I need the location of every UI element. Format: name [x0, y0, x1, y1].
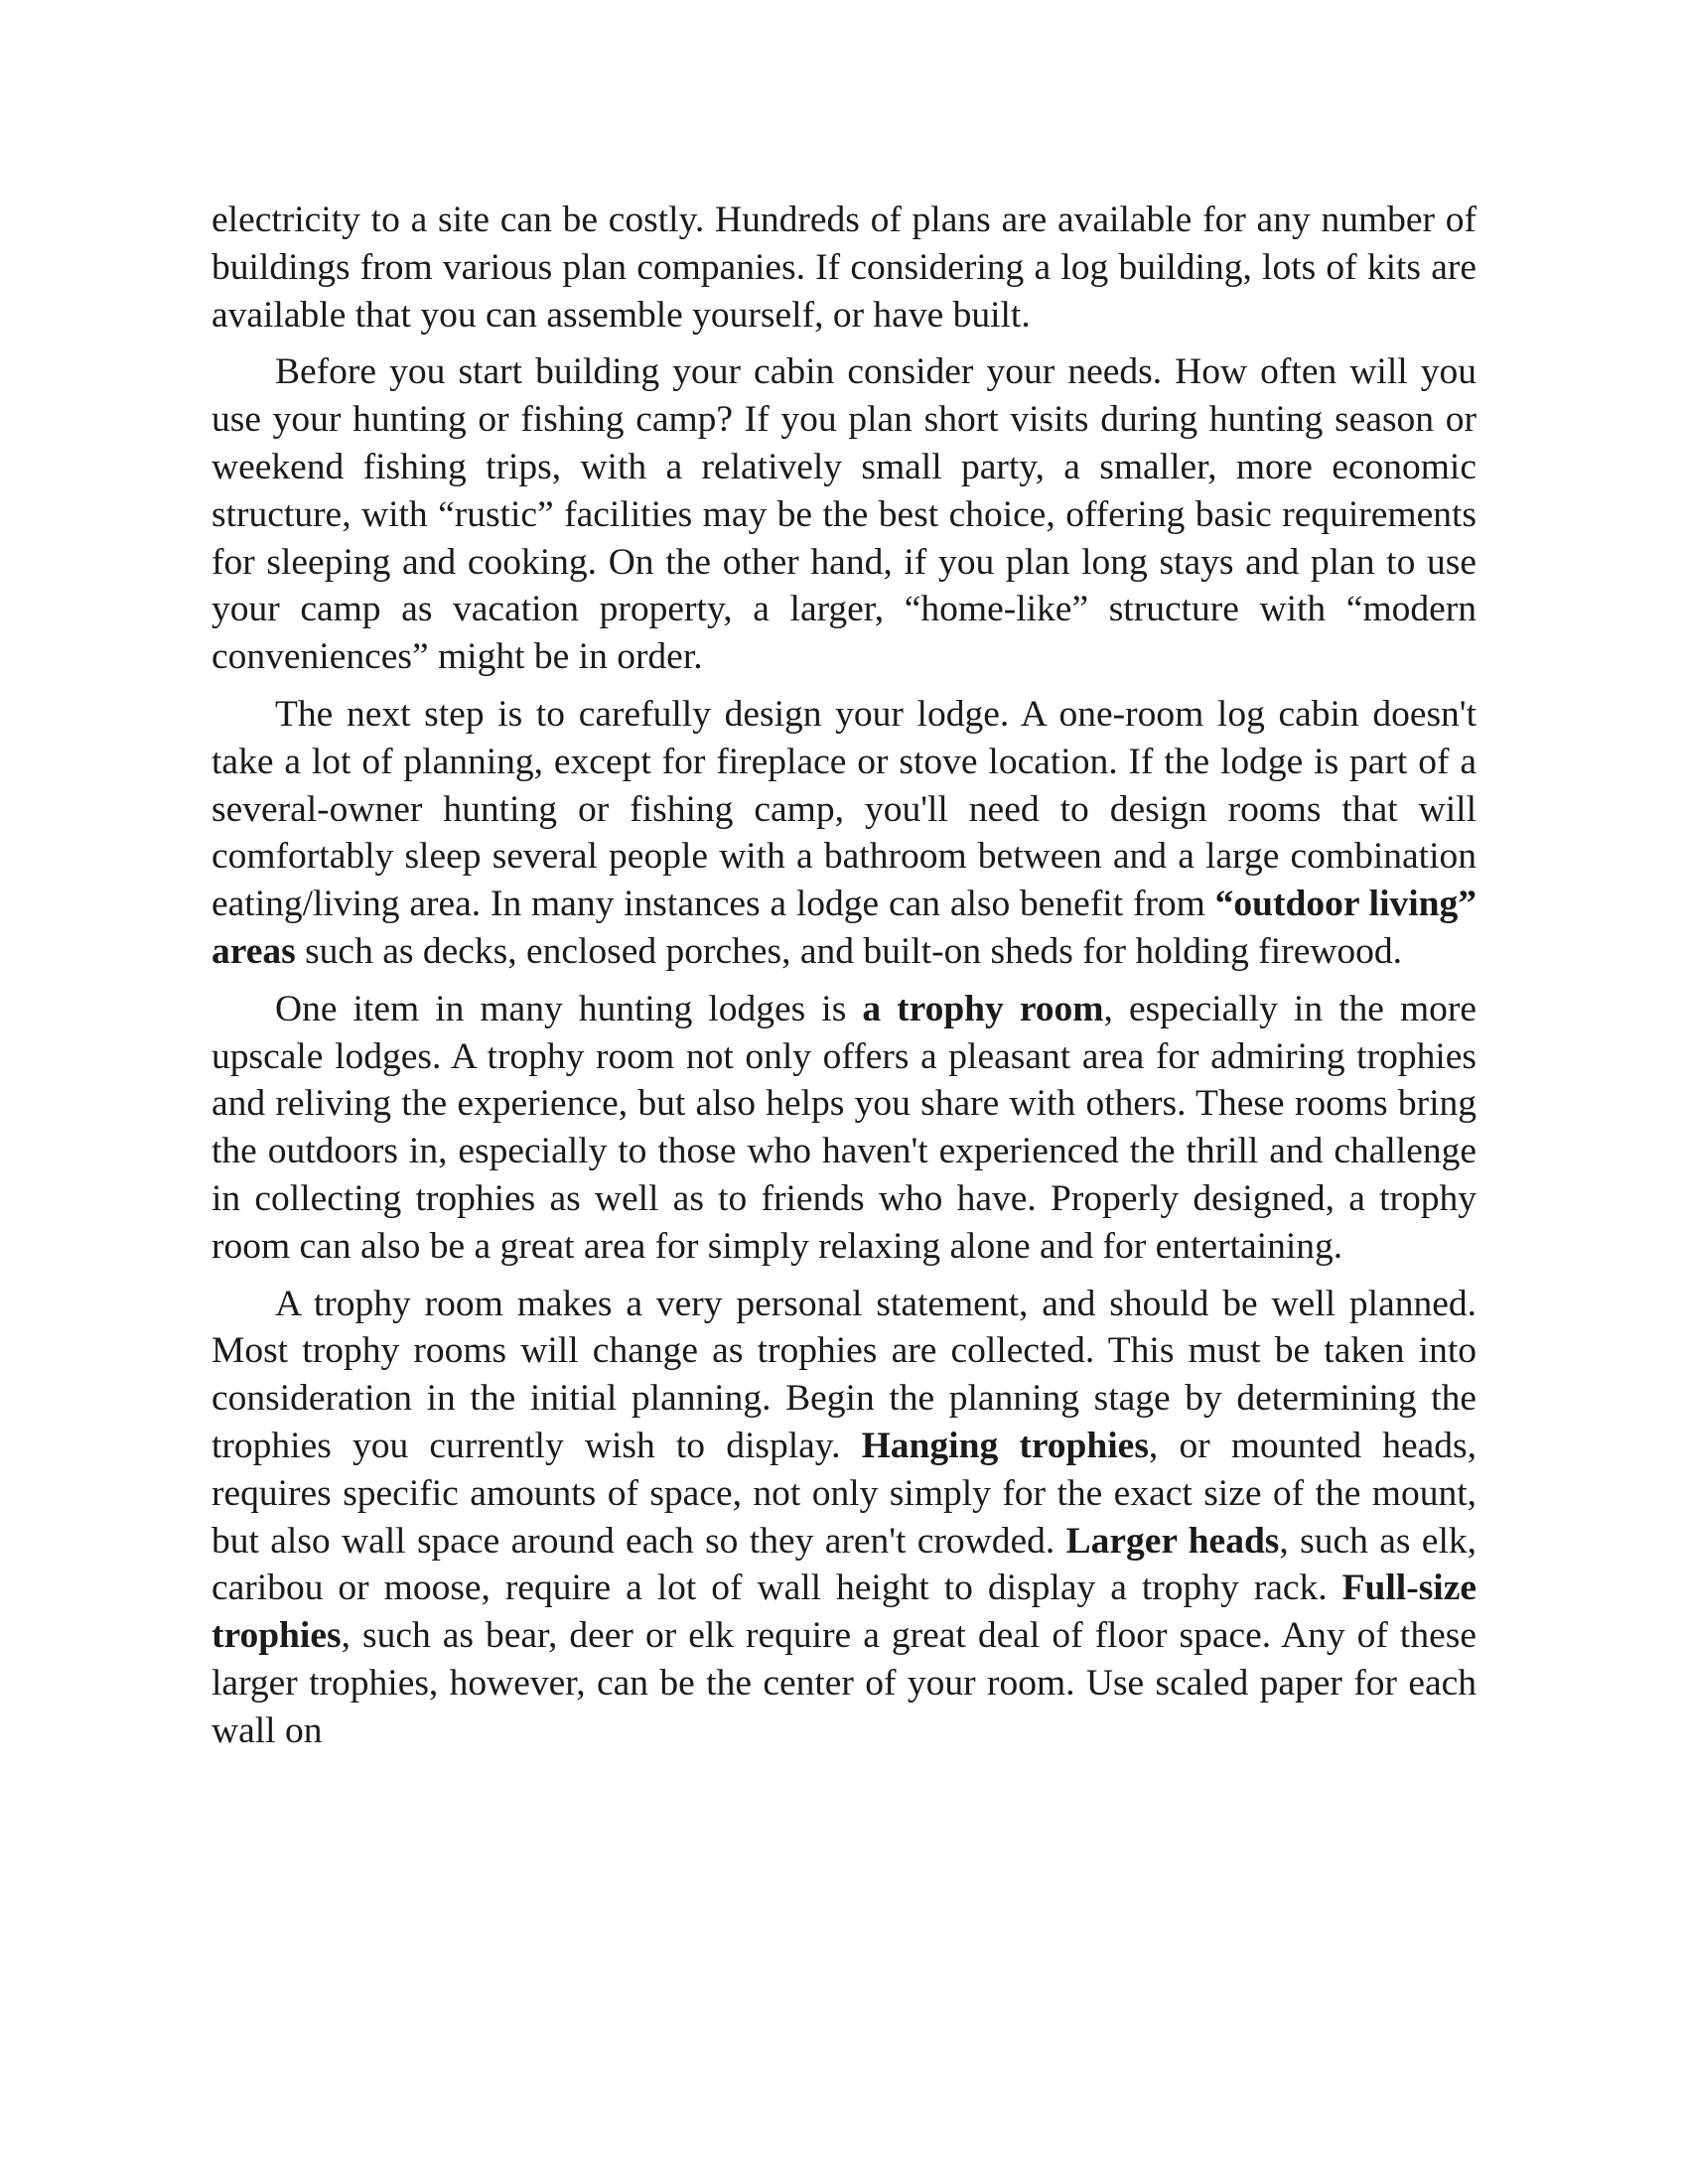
- paragraph-4-text-a: One item in many hunting lodges is: [275, 988, 863, 1029]
- paragraph-5-text-b: , or mounted heads, requires specific amounts of space, not only simply for the exact size of the mount, but also wall space around each so they aren't crowded.: [211, 1425, 1477, 1562]
- paragraph-4-text-b: , especially in the more upscale lodges. A trophy room not only offers a pleasant area for admiring trophies and reliving the experience, but also helps you share with others. These rooms bring the outdoors in, especially to those who haven't experienced the thrill and challenge in collecting trophies as well as to friends who have. Properly designed, a trophy room can also be a great area for simply relaxing alone and for entertaining.: [211, 988, 1477, 1267]
- paragraph-1: [211, 197, 1477, 339]
- paragraph-5-text-c: , such as elk, caribou or moose, require a lot of wall height to display a trophy rack.: [211, 1520, 1477, 1609]
- outdoor-living-areas-bold: “outdoor living” areas: [211, 884, 1477, 972]
- paragraph-5-text-d: , such as bear, deer or elk require a great deal of floor space. Any of these larger trophies, however, can be the center of your room. Use scaled paper for each wall on: [211, 1615, 1477, 1751]
- hanging-trophies-bold: Hanging trophies: [861, 1425, 1149, 1466]
- trophy-room-bold: a trophy room: [862, 988, 1104, 1029]
- paragraph-3-text-a: The next step is to carefully design your lodge. A one-room log cabin doesn't take a lot of planning, except for fireplace or stove location. If the lodge is part of a several-owner hunting or fishing camp, you'll need to design rooms that will comfortably sleep several people with a bathroom between and a large combination eating/living area. In many instances a lodge can also benefit from: [211, 693, 1477, 925]
- paragraph-5-text-a: A trophy room makes a very personal statement, and should be well planned. Most trophy rooms will change as trophies are collected. This must be taken into consideration in the initial planning. Begin the planning stage by determining the trophies you currently wish to display.: [211, 1283, 1477, 1466]
- paragraph-4: [211, 986, 1477, 1271]
- paragraph-2: [211, 348, 1477, 681]
- larger-heads-bold: Larger heads: [1065, 1520, 1280, 1562]
- paragraph-3: [211, 691, 1477, 976]
- paragraph-2-text: Before you start building your cabin consider your needs. How often will you use your hunting or fishing camp? If you plan short visits during hunting season or weekend fishing trips, with a relatively small party, a smaller, more economic structure, with “rustic” facilities may be the best choice, offering basic requirements for sleeping and cooking. On the other hand, if you plan long stays and plan to use your camp as vacation property, a larger, “home-like” structure with “modern conveniences” might be in order.: [211, 351, 1477, 678]
- page-body: [211, 197, 1477, 1765]
- paragraph-3-text-b: such as decks, enclosed porches, and built-on sheds for holding firewood.: [295, 930, 1403, 972]
- full-size-trophies-bold: Full-size trophies: [211, 1568, 1477, 1657]
- paragraph-1-text: electricity to a site can be costly. Hundreds of plans are available for any number of buildings from various plan companies. If considering a log building, lots of kits are available that you can assemble yourself, or have built.: [211, 200, 1477, 336]
- paragraph-5: [211, 1281, 1477, 1755]
